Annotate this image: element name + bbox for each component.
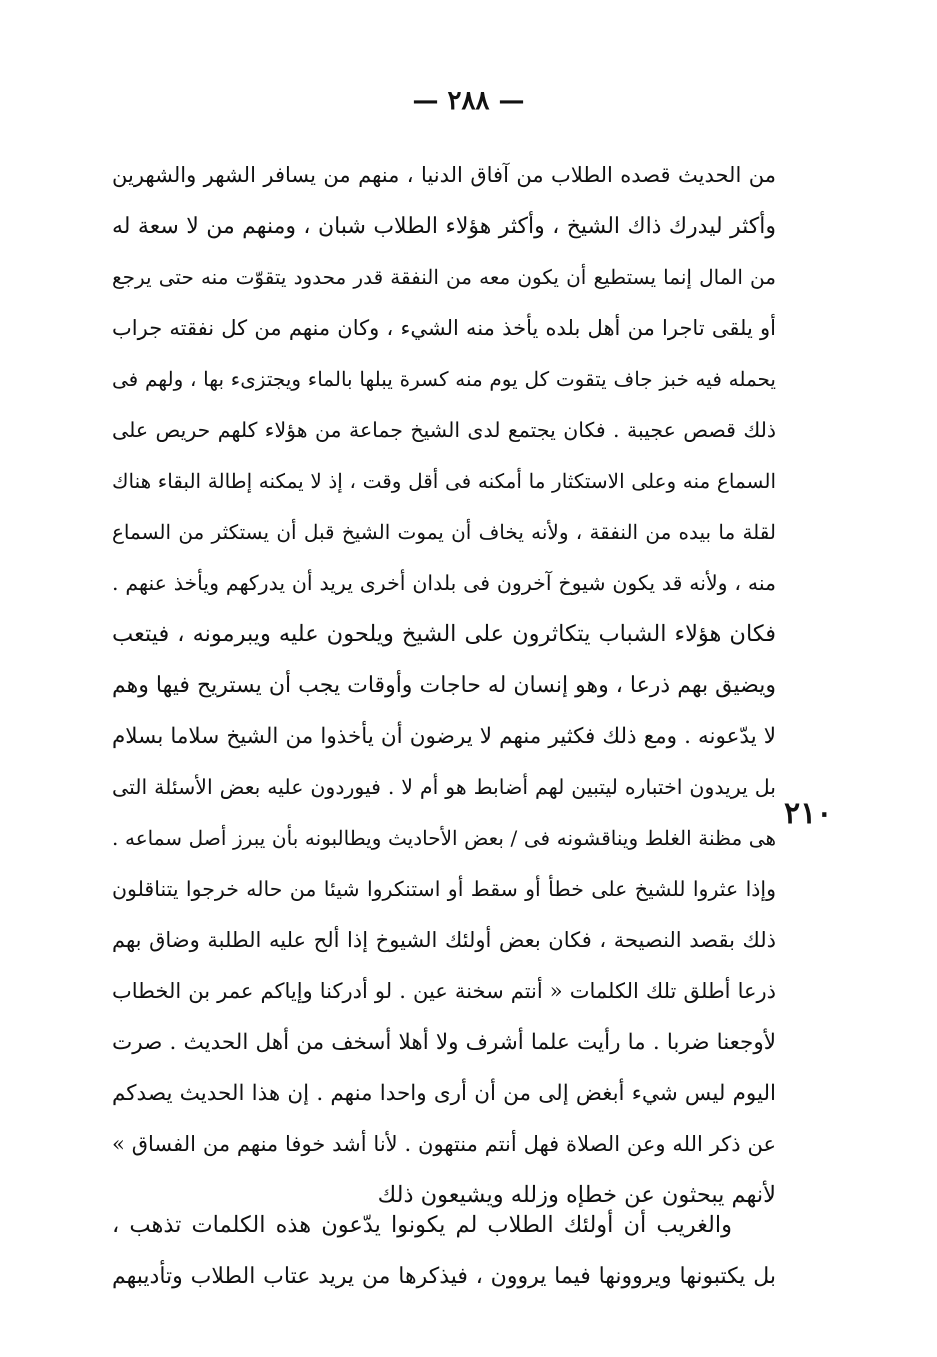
text-line: يحمله فيه خبز جاف يتقوت كل يوم منه كسرة يبلها بالماء ويجتزىء بها ، ولهم فى — [112, 367, 776, 391]
text-line: وإذا عثروا للشيخ على خطأ أو سقط أو استنكروا شيئا من حاله خرجوا يتناقلون — [112, 877, 776, 901]
paragraph-1 — [112, 150, 776, 1221]
paragraph-2 — [112, 1200, 776, 1302]
text-line: ويضيق بهم ذرعا ، وهو إنسان له حاجات وأوقات يجب أن يستريح فيها وهم — [112, 673, 776, 698]
text-line: لأنهم يبحثون عن خطإه وزلله ويشيعون ذلك — [377, 1182, 776, 1208]
text-line: اليوم ليس شيء أبغض إلى من أن أرى واحدا منهم . إن هذا الحديث يصدكم — [112, 1081, 776, 1106]
text-line: منه ، ولأنه قد يكون شيوخ آخرون فى بلدان أخرى يريد أن يدركهم ويأخذ عنهم . — [112, 571, 776, 595]
text-line: أو يلقى تاجرا من أهل بلده يأخذ منه الشيء ، وكان منهم من كل نفقته جراب — [112, 316, 776, 340]
margin-reference-number: ٢١٠ — [784, 796, 833, 831]
text-line: من الحديث قصده الطلاب من آفاق الدنيا ، منهم من يسافر الشهر والشهرين — [112, 163, 776, 187]
text-line: ذلك قصص عجيبة . فكان يجتمع لدى الشيخ جماعة من هؤلاء كلهم حريص على — [112, 418, 776, 442]
text-line: فكان هؤلاء الشباب يتكاثرون على الشيخ ويلحون عليه ويبرمونه ، فيتعب — [112, 621, 776, 647]
text-line: السماع منه وعلى الاستكثار ما أمكنه فى أقل وقت ، إذ لا يمكنه إطالة البقاء هناك — [112, 469, 776, 493]
text-line: بل يكتبونها ويروونها فيما يروون ، فيذكرها من يريد عتاب الطلاب وتأديبهم — [112, 1264, 776, 1289]
text-line: بل يريدون اختباره ليتبين لهم أضابط هو أم لا . فيوردون عليه بعض الأسئلة التى — [112, 775, 776, 799]
text-line: وأكثر ليدرك ذاك الشيخ ، وأكثر هؤلاء الطلاب شبان ، ومنهم من لا سعة له — [112, 214, 776, 239]
text-line: من المال إنما يستطيع أن يكون معه من النفقة قدر محدود يتقوّت منه حتى يرجع — [112, 265, 776, 289]
text-line: هى مظنة الغلط ويناقشونه فى / بعض الأحاديث ويطالبونه بأن يبرز أصل سماعه . — [112, 826, 776, 850]
text-line: عن ذكر الله وعن الصلاة فهل أنتم منتهون . لأنا أشد خوفا منهم من الفساق » — [112, 1132, 776, 1156]
page-number: — ٢٨٨ — — [412, 86, 525, 116]
text-line: لا يدّعونه . ومع ذلك فكثير منهم لا يرضون أن يأخذوا من الشيخ سلاما بسلام — [112, 724, 776, 749]
text-line: ذلك بقصد النصيحة ، فكان بعض أولئك الشيوخ إذا ألح عليه الطلبة وضاق بهم — [112, 928, 776, 952]
text-line: والغريب أن أولئك الطلاب لم يكونوا يدّعون هذه الكلمات تذهب ، — [112, 1212, 732, 1238]
text-line: ذرعا أطلق تلك الكلمات « أنتم سخنة عين . لو أدركنا وإياكم عمر بن الخطاب — [112, 979, 776, 1003]
text-line: لأوجعنا ضربا . ما رأيت علما أشرف ولا أهلا أسخف من أهل الحديث . صرت — [112, 1030, 776, 1055]
text-line: لقلة ما بيده من النفقة ، ولأنه يخاف أن يموت الشيخ قبل أن يستكثر من السماع — [112, 520, 776, 544]
